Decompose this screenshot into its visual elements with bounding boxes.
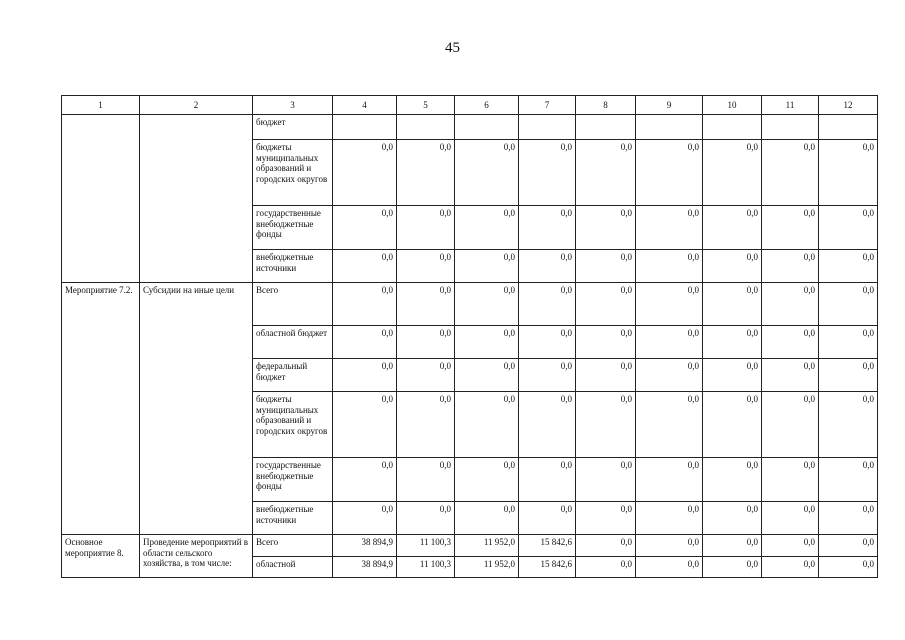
value-cell: 0,0 bbox=[455, 250, 519, 283]
source-cell: бюджеты муниципальных образований и городских округов bbox=[253, 140, 333, 206]
value-cell: 0,0 bbox=[455, 359, 519, 392]
value-cell bbox=[397, 115, 455, 140]
value-cell: 0,0 bbox=[819, 392, 878, 458]
value-cell: 0,0 bbox=[333, 250, 397, 283]
value-cell: 0,0 bbox=[819, 250, 878, 283]
value-cell: 0,0 bbox=[333, 206, 397, 250]
value-cell: 0,0 bbox=[397, 458, 455, 502]
value-cell: 0,0 bbox=[762, 326, 819, 359]
value-cell: 0,0 bbox=[636, 502, 703, 535]
value-cell: 0,0 bbox=[819, 359, 878, 392]
value-cell: 0,0 bbox=[397, 206, 455, 250]
value-cell: 0,0 bbox=[397, 326, 455, 359]
value-cell: 0,0 bbox=[397, 140, 455, 206]
header-cell: 9 bbox=[636, 96, 703, 115]
value-cell: 0,0 bbox=[703, 140, 762, 206]
value-cell: 0,0 bbox=[455, 283, 519, 326]
value-cell: 0,0 bbox=[519, 458, 576, 502]
event-cell: Мероприятие 7.2. bbox=[62, 283, 140, 535]
value-cell: 0,0 bbox=[576, 458, 636, 502]
value-cell: 0,0 bbox=[333, 140, 397, 206]
value-cell: 0,0 bbox=[819, 140, 878, 206]
value-cell bbox=[762, 115, 819, 140]
value-cell: 0,0 bbox=[762, 392, 819, 458]
value-cell: 0,0 bbox=[703, 250, 762, 283]
value-cell: 0,0 bbox=[519, 283, 576, 326]
value-cell: 0,0 bbox=[576, 206, 636, 250]
header-cell: 6 bbox=[455, 96, 519, 115]
value-cell: 0,0 bbox=[762, 250, 819, 283]
value-cell: 0,0 bbox=[636, 458, 703, 502]
value-cell bbox=[703, 115, 762, 140]
value-cell: 0,0 bbox=[333, 326, 397, 359]
value-cell: 0,0 bbox=[762, 557, 819, 578]
value-cell bbox=[455, 115, 519, 140]
header-row bbox=[62, 96, 878, 115]
value-cell: 11 100,3 bbox=[397, 535, 455, 557]
value-cell: 38 894,9 bbox=[333, 557, 397, 578]
value-cell: 0,0 bbox=[519, 206, 576, 250]
value-cell: 0,0 bbox=[703, 502, 762, 535]
value-cell: 15 842,6 bbox=[519, 557, 576, 578]
value-cell: 0,0 bbox=[762, 458, 819, 502]
value-cell: 0,0 bbox=[762, 535, 819, 557]
value-cell: 0,0 bbox=[519, 326, 576, 359]
value-cell: 0,0 bbox=[762, 502, 819, 535]
value-cell: 0,0 bbox=[333, 502, 397, 535]
value-cell: 0,0 bbox=[333, 392, 397, 458]
table-row bbox=[62, 115, 878, 140]
value-cell: 0,0 bbox=[703, 283, 762, 326]
value-cell: 0,0 bbox=[636, 206, 703, 250]
value-cell: 0,0 bbox=[819, 557, 878, 578]
source-cell: государственные внебюджетные фонды bbox=[253, 206, 333, 250]
value-cell bbox=[819, 115, 878, 140]
value-cell: 0,0 bbox=[576, 140, 636, 206]
table-row bbox=[62, 535, 878, 557]
value-cell: 0,0 bbox=[819, 206, 878, 250]
value-cell: 0,0 bbox=[636, 535, 703, 557]
value-cell: 0,0 bbox=[576, 283, 636, 326]
value-cell: 0,0 bbox=[819, 326, 878, 359]
value-cell: 0,0 bbox=[455, 326, 519, 359]
source-cell: внебюджетные источники bbox=[253, 250, 333, 283]
event-name-cell: Проведение мероприятий в области сельского хозяйства, в том числе: bbox=[140, 535, 253, 578]
value-cell: 0,0 bbox=[636, 250, 703, 283]
value-cell bbox=[519, 115, 576, 140]
header-cell: 1 bbox=[62, 96, 140, 115]
value-cell: 0,0 bbox=[397, 359, 455, 392]
value-cell: 0,0 bbox=[819, 283, 878, 326]
value-cell: 0,0 bbox=[762, 359, 819, 392]
value-cell: 0,0 bbox=[703, 392, 762, 458]
header-cell: 5 bbox=[397, 96, 455, 115]
value-cell: 0,0 bbox=[636, 557, 703, 578]
header-cell: 4 bbox=[333, 96, 397, 115]
value-cell: 0,0 bbox=[703, 458, 762, 502]
page-number: 45 bbox=[445, 40, 460, 56]
value-cell: 0,0 bbox=[455, 392, 519, 458]
value-cell: 0,0 bbox=[762, 283, 819, 326]
header-cell: 10 bbox=[703, 96, 762, 115]
source-cell: бюджет bbox=[253, 115, 333, 140]
event-cell bbox=[62, 115, 140, 283]
value-cell: 0,0 bbox=[333, 283, 397, 326]
source-cell: внебюджетные источники bbox=[253, 502, 333, 535]
value-cell: 0,0 bbox=[333, 458, 397, 502]
value-cell: 0,0 bbox=[819, 502, 878, 535]
value-cell: 11 952,0 bbox=[455, 557, 519, 578]
value-cell bbox=[576, 115, 636, 140]
value-cell: 0,0 bbox=[519, 392, 576, 458]
value-cell: 0,0 bbox=[519, 502, 576, 535]
value-cell: 0,0 bbox=[819, 535, 878, 557]
value-cell: 0,0 bbox=[455, 458, 519, 502]
value-cell bbox=[636, 115, 703, 140]
header-cell: 7 bbox=[519, 96, 576, 115]
header-cell: 2 bbox=[140, 96, 253, 115]
value-cell: 0,0 bbox=[397, 502, 455, 535]
source-cell: государственные внебюджетные фонды bbox=[253, 458, 333, 502]
budget-table bbox=[61, 95, 878, 578]
value-cell: 0,0 bbox=[819, 458, 878, 502]
value-cell: 0,0 bbox=[455, 140, 519, 206]
value-cell: 0,0 bbox=[576, 250, 636, 283]
value-cell: 0,0 bbox=[576, 557, 636, 578]
value-cell bbox=[333, 115, 397, 140]
value-cell: 0,0 bbox=[703, 535, 762, 557]
event-cell: Основное мероприятие 8. bbox=[62, 535, 140, 578]
value-cell: 0,0 bbox=[762, 206, 819, 250]
value-cell: 0,0 bbox=[703, 326, 762, 359]
value-cell: 38 894,9 bbox=[333, 535, 397, 557]
value-cell: 0,0 bbox=[703, 206, 762, 250]
header-cell: 3 bbox=[253, 96, 333, 115]
table-row bbox=[62, 283, 878, 326]
value-cell: 0,0 bbox=[576, 326, 636, 359]
value-cell: 0,0 bbox=[636, 392, 703, 458]
source-cell: областной bbox=[253, 557, 333, 578]
value-cell: 0,0 bbox=[455, 206, 519, 250]
event-name-cell: Субсидии на иные цели bbox=[140, 283, 253, 535]
value-cell: 0,0 bbox=[762, 140, 819, 206]
value-cell: 0,0 bbox=[519, 250, 576, 283]
value-cell: 0,0 bbox=[519, 140, 576, 206]
value-cell: 0,0 bbox=[333, 359, 397, 392]
value-cell: 0,0 bbox=[576, 359, 636, 392]
header-cell: 12 bbox=[819, 96, 878, 115]
source-cell: федеральный бюджет bbox=[253, 359, 333, 392]
value-cell: 0,0 bbox=[576, 502, 636, 535]
value-cell: 0,0 bbox=[576, 535, 636, 557]
value-cell: 0,0 bbox=[636, 326, 703, 359]
source-cell: областной бюджет bbox=[253, 326, 333, 359]
header-cell: 8 bbox=[576, 96, 636, 115]
event-name-cell bbox=[140, 115, 253, 283]
value-cell: 11 100,3 bbox=[397, 557, 455, 578]
value-cell: 0,0 bbox=[703, 557, 762, 578]
value-cell: 0,0 bbox=[636, 140, 703, 206]
value-cell: 0,0 bbox=[397, 392, 455, 458]
header-cell: 11 bbox=[762, 96, 819, 115]
value-cell: 0,0 bbox=[397, 250, 455, 283]
value-cell: 0,0 bbox=[636, 359, 703, 392]
value-cell: 0,0 bbox=[519, 359, 576, 392]
source-cell: Всего bbox=[253, 535, 333, 557]
value-cell: 0,0 bbox=[397, 283, 455, 326]
source-cell: Всего bbox=[253, 283, 333, 326]
value-cell: 0,0 bbox=[576, 392, 636, 458]
value-cell: 0,0 bbox=[455, 502, 519, 535]
value-cell: 15 842,6 bbox=[519, 535, 576, 557]
value-cell: 0,0 bbox=[703, 359, 762, 392]
value-cell: 0,0 bbox=[636, 283, 703, 326]
value-cell: 11 952,0 bbox=[455, 535, 519, 557]
source-cell: бюджеты муниципальных образований и городских округов bbox=[253, 392, 333, 458]
